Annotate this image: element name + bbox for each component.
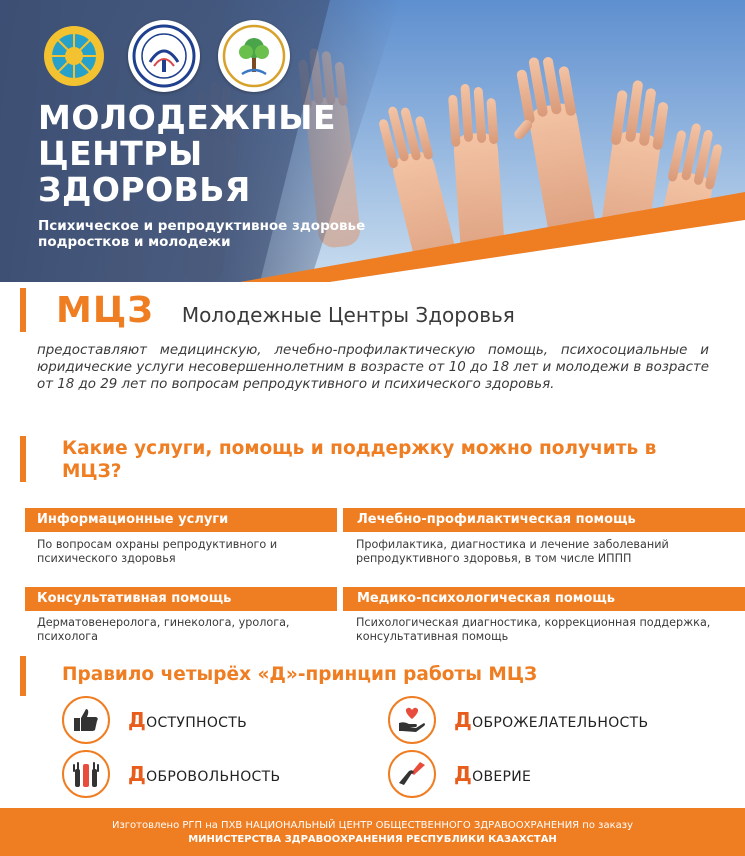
hero-title <box>38 100 365 208</box>
principle-label <box>128 708 247 732</box>
principle-first-letter: Д <box>454 708 473 732</box>
raised-hands-icon <box>62 750 110 798</box>
principle-first-letter: Д <box>128 708 147 732</box>
principle-rest: ОВЕРИЕ <box>472 769 532 785</box>
hero-subtitle-line: Психическое и репродуктивное здоровье <box>38 218 366 234</box>
services-question: Какие услуги, помощь и поддержку можно получить в МЦЗ? <box>62 438 657 482</box>
four-d-title: Правило четырёх «Д»-принцип работы МЦЗ <box>62 664 538 685</box>
hero-title-line: ЗДОРОВЬЯ <box>38 170 251 209</box>
service-title-psychological: Медико-психологическая помощь <box>343 587 745 611</box>
service-text-psychological: Психологическая диагностика, коррекционная поддержка, консультативная помощь <box>356 616 711 643</box>
hero-title-line: ЦЕНТРЫ <box>38 134 203 173</box>
mcz-heading <box>56 290 515 331</box>
service-title-informational: Информационные услуги <box>25 508 337 532</box>
principle-first-letter: Д <box>454 762 473 786</box>
principle-label <box>128 762 280 786</box>
mcz-full-name: Молодежные Центры Здоровья <box>181 303 515 327</box>
principle-trust <box>388 750 531 798</box>
service-text-treatment: Профилактика, диагностика и лечение заболеваний репродуктивного здоровья, в том числе ИППП <box>356 538 669 565</box>
footer-line: Изготовлено РГП на ПХВ НАЦИОНАЛЬНЫЙ ЦЕНТР ОБЩЕСТВЕННОГО ЗДРАВООХРАНЕНИЯ по заказу <box>112 820 633 831</box>
kazakhstan-emblem-icon <box>38 20 110 92</box>
hero-subtitle-line: подростков и молодежи <box>38 234 231 250</box>
principle-accessibility <box>62 696 247 744</box>
accent-bar <box>20 656 26 696</box>
heart-hand-icon <box>388 696 436 744</box>
principle-rest: ОБРОВОЛЬНОСТЬ <box>146 769 281 785</box>
principle-rest: ОБРОЖЕЛАТЕЛЬНОСТЬ <box>472 715 649 731</box>
service-title-treatment: Лечебно-профилактическая помощь <box>343 508 745 532</box>
hero-title-line: МОЛОДЕЖНЫЕ <box>38 98 337 137</box>
medical-university-logo-icon <box>128 20 200 92</box>
hero-text <box>38 100 365 250</box>
footer <box>0 808 745 856</box>
principle-label <box>454 708 648 732</box>
principle-rest: ОСТУПНОСТЬ <box>146 715 248 731</box>
service-text-consultative: Дерматовенеролога, гинеколога, уролога, психолога <box>37 616 290 643</box>
principle-first-letter: Д <box>128 762 147 786</box>
mcz-intro-text: предоставляют медицинскую, лечебно-профилактическую помощь, психосоциальные и юридические услуги несовершеннолетним в возрасте от 10 до 18 лет и молодежи в возрасте от 18 до 29 лет по вопросам репродуктивного и психического здоровья. <box>37 343 709 392</box>
logos-row <box>38 20 290 92</box>
service-text-informational: По вопросам охраны репродуктивного и психического здоровья <box>37 538 278 565</box>
principle-label <box>454 762 531 786</box>
health-center-logo-icon <box>218 20 290 92</box>
hero-banner <box>0 0 745 282</box>
handshake-icon <box>388 750 436 798</box>
principle-voluntariness <box>62 750 280 798</box>
accent-bar <box>20 436 26 482</box>
accent-bar <box>20 288 26 332</box>
service-title-consultative: Консультативная помощь <box>25 587 337 611</box>
thumbs-up-icon <box>62 696 110 744</box>
hero-subtitle <box>38 218 365 250</box>
principle-benevolence <box>388 696 648 744</box>
mcz-abbreviation: МЦЗ <box>56 290 154 331</box>
footer-line: МИНИСТЕРСТВА ЗДРАВООХРАНЕНИЯ РЕСПУБЛИКИ КАЗАХСТАН <box>188 834 557 845</box>
